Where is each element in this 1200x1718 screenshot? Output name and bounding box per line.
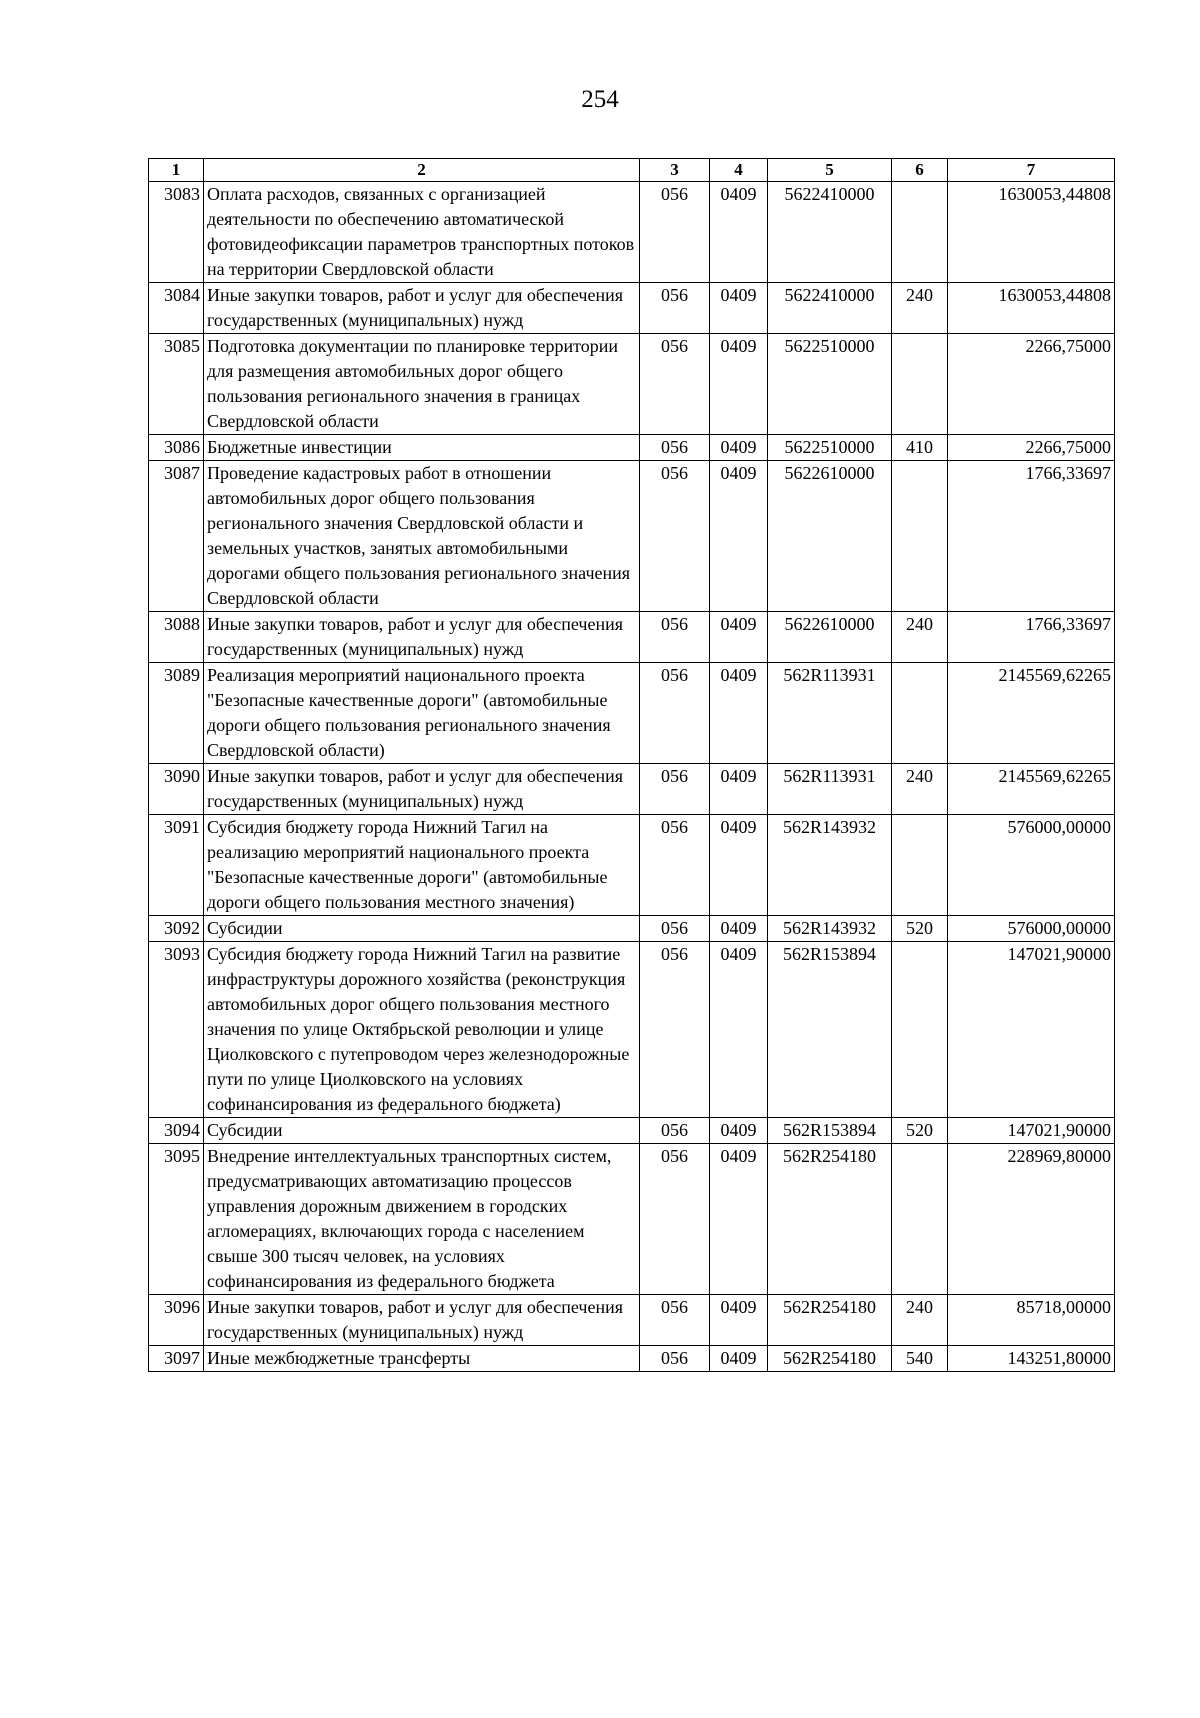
col-6-code: 520 xyxy=(892,1118,948,1144)
row-number: 3095 xyxy=(149,1144,204,1295)
col-4-code: 0409 xyxy=(710,942,768,1118)
amount: 576000,00000 xyxy=(948,815,1115,916)
col-4-code: 0409 xyxy=(710,283,768,334)
col-5-code: 562R254180 xyxy=(768,1346,892,1372)
table-row xyxy=(149,1144,1115,1295)
col-6-code: 540 xyxy=(892,1346,948,1372)
table-row xyxy=(149,612,1115,663)
table-row xyxy=(149,334,1115,435)
table-row xyxy=(149,663,1115,764)
col-header-4: 4 xyxy=(710,159,768,182)
col-5-code: 562R153894 xyxy=(768,1118,892,1144)
col-6-code xyxy=(892,461,948,612)
col-4-code: 0409 xyxy=(710,1346,768,1372)
col-6-code xyxy=(892,182,948,283)
col-header-2: 2 xyxy=(204,159,640,182)
col-6-code xyxy=(892,1144,948,1295)
item-name: Субсидии xyxy=(204,916,640,942)
col-4-code: 0409 xyxy=(710,1144,768,1295)
amount: 2266,75000 xyxy=(948,334,1115,435)
item-name: Оплата расходов, связанных с организацией деятельности по обеспечению автоматической фотовидеофиксации параметров транспортных потоков на территории Свердловской области xyxy=(204,182,640,283)
col-4-code: 0409 xyxy=(710,334,768,435)
table-row xyxy=(149,283,1115,334)
row-number: 3085 xyxy=(149,334,204,435)
row-number: 3083 xyxy=(149,182,204,283)
item-name: Субсидия бюджету города Нижний Тагил на развитие инфраструктуры дорожного хозяйства (реконструкция автомобильных дорог общего пользования местного значения по улице Октябрьской революции и улице Циолковского с путепроводом через железнодорожные пути по улице Циолковского на условиях софинансирования из федерального бюджета) xyxy=(204,942,640,1118)
amount: 147021,90000 xyxy=(948,1118,1115,1144)
col-6-code: 240 xyxy=(892,764,948,815)
row-number: 3090 xyxy=(149,764,204,815)
col-3-code: 056 xyxy=(640,764,710,815)
col-4-code: 0409 xyxy=(710,182,768,283)
amount: 228969,80000 xyxy=(948,1144,1115,1295)
row-number: 3094 xyxy=(149,1118,204,1144)
table-row xyxy=(149,435,1115,461)
col-4-code: 0409 xyxy=(710,815,768,916)
col-5-code: 5622610000 xyxy=(768,461,892,612)
col-6-code: 410 xyxy=(892,435,948,461)
row-number: 3091 xyxy=(149,815,204,916)
col-header-7: 7 xyxy=(948,159,1115,182)
col-3-code: 056 xyxy=(640,435,710,461)
table-row xyxy=(149,1118,1115,1144)
row-number: 3097 xyxy=(149,1346,204,1372)
col-3-code: 056 xyxy=(640,283,710,334)
col-5-code: 562R143932 xyxy=(768,916,892,942)
item-name: Бюджетные инвестиции xyxy=(204,435,640,461)
budget-table xyxy=(148,158,1115,1372)
item-name: Реализация мероприятий национального проекта "Безопасные качественные дороги" (автомобильные дороги общего пользования регионального значения Свердловской области) xyxy=(204,663,640,764)
col-6-code xyxy=(892,942,948,1118)
col-4-code: 0409 xyxy=(710,1295,768,1346)
table-row xyxy=(149,1295,1115,1346)
col-5-code: 5622410000 xyxy=(768,283,892,334)
col-6-code xyxy=(892,334,948,435)
table-row xyxy=(149,1346,1115,1372)
col-5-code: 562R113931 xyxy=(768,764,892,815)
col-4-code: 0409 xyxy=(710,1118,768,1144)
col-6-code: 520 xyxy=(892,916,948,942)
amount: 147021,90000 xyxy=(948,942,1115,1118)
page-number: 254 xyxy=(581,86,619,113)
row-number: 3086 xyxy=(149,435,204,461)
col-5-code: 562R143932 xyxy=(768,815,892,916)
col-6-code: 240 xyxy=(892,283,948,334)
col-4-code: 0409 xyxy=(710,916,768,942)
col-4-code: 0409 xyxy=(710,612,768,663)
col-header-1: 1 xyxy=(149,159,204,182)
col-3-code: 056 xyxy=(640,942,710,1118)
col-6-code xyxy=(892,815,948,916)
col-3-code: 056 xyxy=(640,182,710,283)
col-5-code: 562R153894 xyxy=(768,942,892,1118)
row-number: 3089 xyxy=(149,663,204,764)
item-name: Субсидия бюджету города Нижний Тагил на реализацию мероприятий национального проекта "Безопасные качественные дороги" (автомобильные дороги общего пользования местного значения) xyxy=(204,815,640,916)
row-number: 3087 xyxy=(149,461,204,612)
item-name: Проведение кадастровых работ в отношении автомобильных дорог общего пользования регионального значения Свердловской области и земельных участков, занятых автомобильными дорогами общего пользования регионального значения Свердловской области xyxy=(204,461,640,612)
col-3-code: 056 xyxy=(640,663,710,764)
amount: 1630053,44808 xyxy=(948,182,1115,283)
col-3-code: 056 xyxy=(640,1295,710,1346)
col-3-code: 056 xyxy=(640,1144,710,1295)
item-name: Подготовка документации по планировке территории для размещения автомобильных дорог общего пользования регионального значения в границах Свердловской области xyxy=(204,334,640,435)
col-3-code: 056 xyxy=(640,815,710,916)
col-6-code: 240 xyxy=(892,1295,948,1346)
col-4-code: 0409 xyxy=(710,764,768,815)
item-name: Иные межбюджетные трансферты xyxy=(204,1346,640,1372)
col-3-code: 056 xyxy=(640,612,710,663)
col-5-code: 5622610000 xyxy=(768,612,892,663)
table-row xyxy=(149,461,1115,612)
col-4-code: 0409 xyxy=(710,461,768,612)
item-name: Иные закупки товаров, работ и услуг для обеспечения государственных (муниципальных) нужд xyxy=(204,612,640,663)
row-number: 3084 xyxy=(149,283,204,334)
col-4-code: 0409 xyxy=(710,435,768,461)
amount: 1630053,44808 xyxy=(948,283,1115,334)
col-3-code: 056 xyxy=(640,334,710,435)
col-header-5: 5 xyxy=(768,159,892,182)
col-header-3: 3 xyxy=(640,159,710,182)
amount: 1766,33697 xyxy=(948,612,1115,663)
amount: 2145569,62265 xyxy=(948,663,1115,764)
amount: 1766,33697 xyxy=(948,461,1115,612)
item-name: Иные закупки товаров, работ и услуг для обеспечения государственных (муниципальных) нужд xyxy=(204,764,640,815)
col-5-code: 5622410000 xyxy=(768,182,892,283)
col-6-code xyxy=(892,663,948,764)
col-5-code: 5622510000 xyxy=(768,435,892,461)
item-name: Иные закупки товаров, работ и услуг для обеспечения государственных (муниципальных) нужд xyxy=(204,283,640,334)
col-6-code: 240 xyxy=(892,612,948,663)
header-row xyxy=(149,159,1115,182)
col-header-6: 6 xyxy=(892,159,948,182)
table-row xyxy=(149,942,1115,1118)
col-3-code: 056 xyxy=(640,461,710,612)
col-5-code: 5622510000 xyxy=(768,334,892,435)
row-number: 3092 xyxy=(149,916,204,942)
item-name: Субсидии xyxy=(204,1118,640,1144)
amount: 2266,75000 xyxy=(948,435,1115,461)
table-row xyxy=(149,916,1115,942)
col-3-code: 056 xyxy=(640,916,710,942)
amount: 143251,80000 xyxy=(948,1346,1115,1372)
col-3-code: 056 xyxy=(640,1118,710,1144)
row-number: 3093 xyxy=(149,942,204,1118)
col-5-code: 562R113931 xyxy=(768,663,892,764)
row-number: 3096 xyxy=(149,1295,204,1346)
item-name: Иные закупки товаров, работ и услуг для обеспечения государственных (муниципальных) нужд xyxy=(204,1295,640,1346)
col-4-code: 0409 xyxy=(710,663,768,764)
col-5-code: 562R254180 xyxy=(768,1144,892,1295)
amount: 85718,00000 xyxy=(948,1295,1115,1346)
row-number: 3088 xyxy=(149,612,204,663)
item-name: Внедрение интеллектуальных транспортных систем, предусматривающих автоматизацию процессов управления дорожным движением в городских агломерациях, включающих города с населением свыше 300 тысяч человек, на условиях софинансирования из федерального бюджета xyxy=(204,1144,640,1295)
col-5-code: 562R254180 xyxy=(768,1295,892,1346)
amount: 2145569,62265 xyxy=(948,764,1115,815)
table-row xyxy=(149,815,1115,916)
table-row xyxy=(149,182,1115,283)
col-3-code: 056 xyxy=(640,1346,710,1372)
amount: 576000,00000 xyxy=(948,916,1115,942)
table-row xyxy=(149,764,1115,815)
